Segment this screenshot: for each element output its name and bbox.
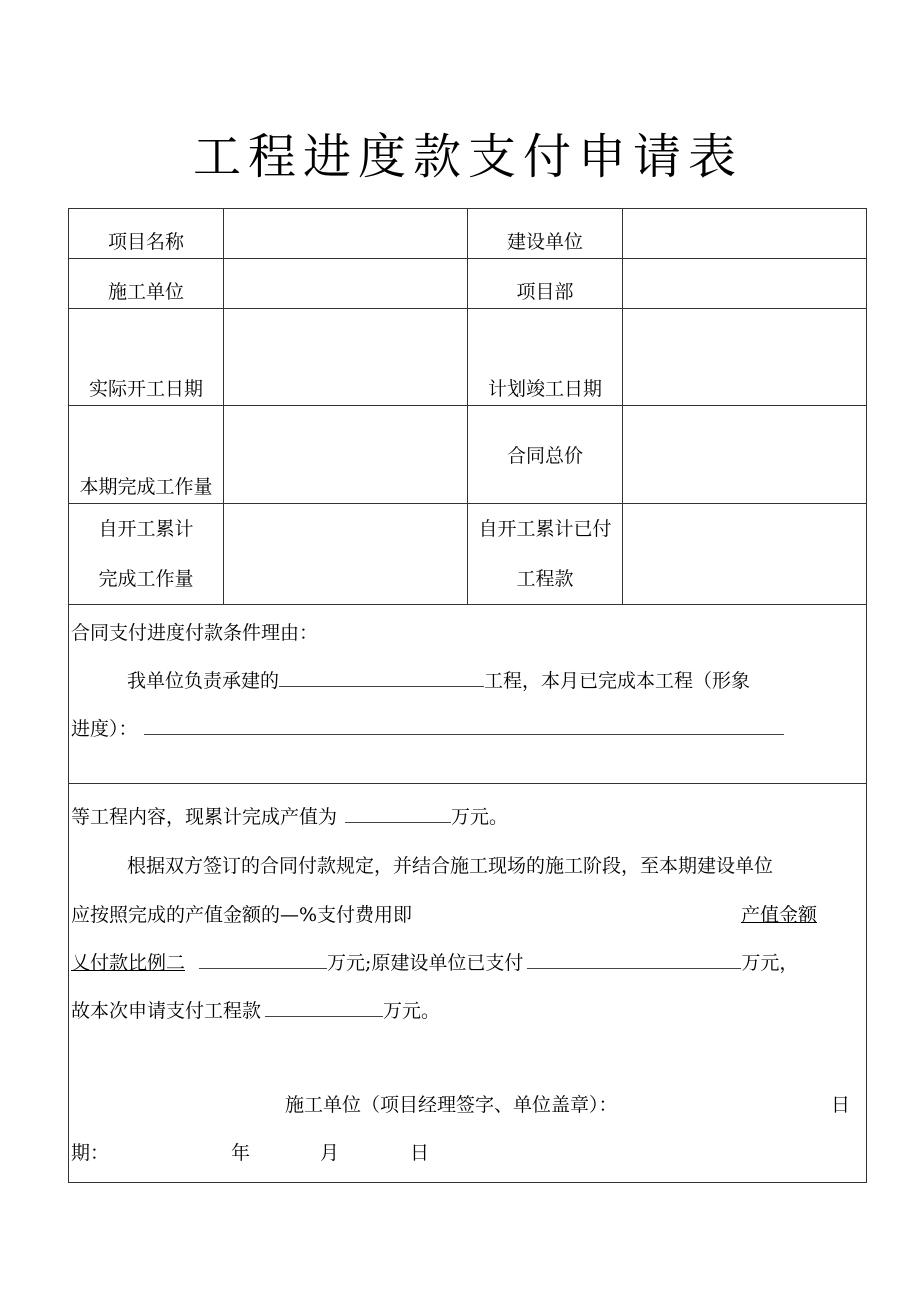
detail-line5-text-a: 故本次申请支付工程款 — [71, 1000, 262, 1022]
contractor-field[interactable] — [224, 259, 468, 309]
form-title: 工程进度款支付申请表 — [192, 129, 743, 185]
cumulative-work-label — [69, 504, 224, 605]
detail-line2: 根据双方签订的合同付款规定，并结合施工现场的施工阶段，至本期建设单位 — [127, 855, 774, 877]
cumulative-paid-field[interactable] — [623, 504, 867, 605]
project-name-blank[interactable] — [279, 668, 484, 687]
project-dept-field[interactable] — [623, 259, 867, 309]
payment-amount-blank[interactable] — [199, 950, 327, 969]
payment-reason-text-b: 工程，本月已完成本工程（形象 — [484, 670, 751, 692]
contract-total-field[interactable] — [623, 406, 867, 504]
payment-reason-line2 — [71, 714, 784, 741]
payment-detail-section — [68, 783, 867, 1183]
detail-line1 — [71, 802, 508, 829]
contractor-label: 施工单位 — [69, 259, 224, 309]
detail-line3-a: 应按照完成的产值金额的—%支付费用即 — [71, 904, 413, 926]
period-work-field[interactable] — [224, 406, 468, 504]
planned-finish-field[interactable] — [623, 309, 867, 406]
detail-line5 — [71, 996, 440, 1023]
builder-field[interactable] — [623, 209, 867, 259]
paid-amount-blank[interactable] — [527, 950, 741, 969]
detail-line1-text-b: 万元。 — [451, 806, 509, 828]
cumulative-paid-line1: 自开工累计已付 — [478, 518, 612, 540]
detail-line3-b: 产值金额 — [741, 904, 818, 926]
planned-finish-label: 计划竣工日期 — [468, 309, 623, 406]
info-table — [68, 208, 867, 605]
progress-label: 进度）： — [71, 718, 138, 740]
cumulative-work-line1: 自开工累计 — [98, 518, 194, 540]
project-dept-label: 项目部 — [468, 259, 623, 309]
detail-line5-text-b: 万元。 — [383, 1000, 441, 1022]
project-name-label: 项目名称 — [69, 209, 224, 259]
cumulative-paid-label — [468, 504, 623, 605]
signature-line: 施工单位（项目经理签字、单位盖章）： — [285, 1094, 618, 1116]
payment-reason-heading: 合同支付进度付款条件理由： — [71, 622, 319, 644]
builder-label: 建设单位 — [468, 209, 623, 259]
progress-blank[interactable] — [144, 716, 784, 735]
cumulative-work-line2: 完成工作量 — [98, 568, 194, 590]
cumulative-output-blank[interactable] — [345, 804, 451, 823]
detail-line4-text-c: 万元， — [741, 952, 799, 974]
payment-reason-text-a: 我单位负责承建的 — [127, 670, 280, 692]
actual-start-field[interactable] — [224, 309, 468, 406]
detail-line4-text-b: 万元;原建设单位已支付 — [327, 952, 524, 974]
actual-start-label: 实际开工日期 — [69, 309, 224, 406]
payment-reason-section — [68, 600, 867, 784]
date-day-label: 日 — [410, 1142, 430, 1164]
period-work-label: 本期完成工作量 — [69, 406, 224, 504]
payment-reason-line1 — [127, 666, 750, 693]
cumulative-work-field[interactable] — [224, 504, 468, 605]
contract-total-label: 合同总价 — [468, 406, 623, 504]
project-name-field[interactable] — [224, 209, 468, 259]
cumulative-paid-line2: 工程款 — [516, 568, 574, 590]
request-amount-blank[interactable] — [265, 998, 383, 1017]
date-ri-char: 日 — [831, 1094, 851, 1116]
date-year-label: 年 — [231, 1142, 251, 1164]
detail-line4-text-a: 乂付款比例二 — [71, 952, 186, 974]
date-qi-label: 期： — [71, 1142, 110, 1164]
date-month-label: 月 — [320, 1142, 340, 1164]
detail-line1-text-a: 等工程内容，现累计完成产值为 — [71, 806, 338, 828]
detail-line4 — [71, 948, 798, 975]
